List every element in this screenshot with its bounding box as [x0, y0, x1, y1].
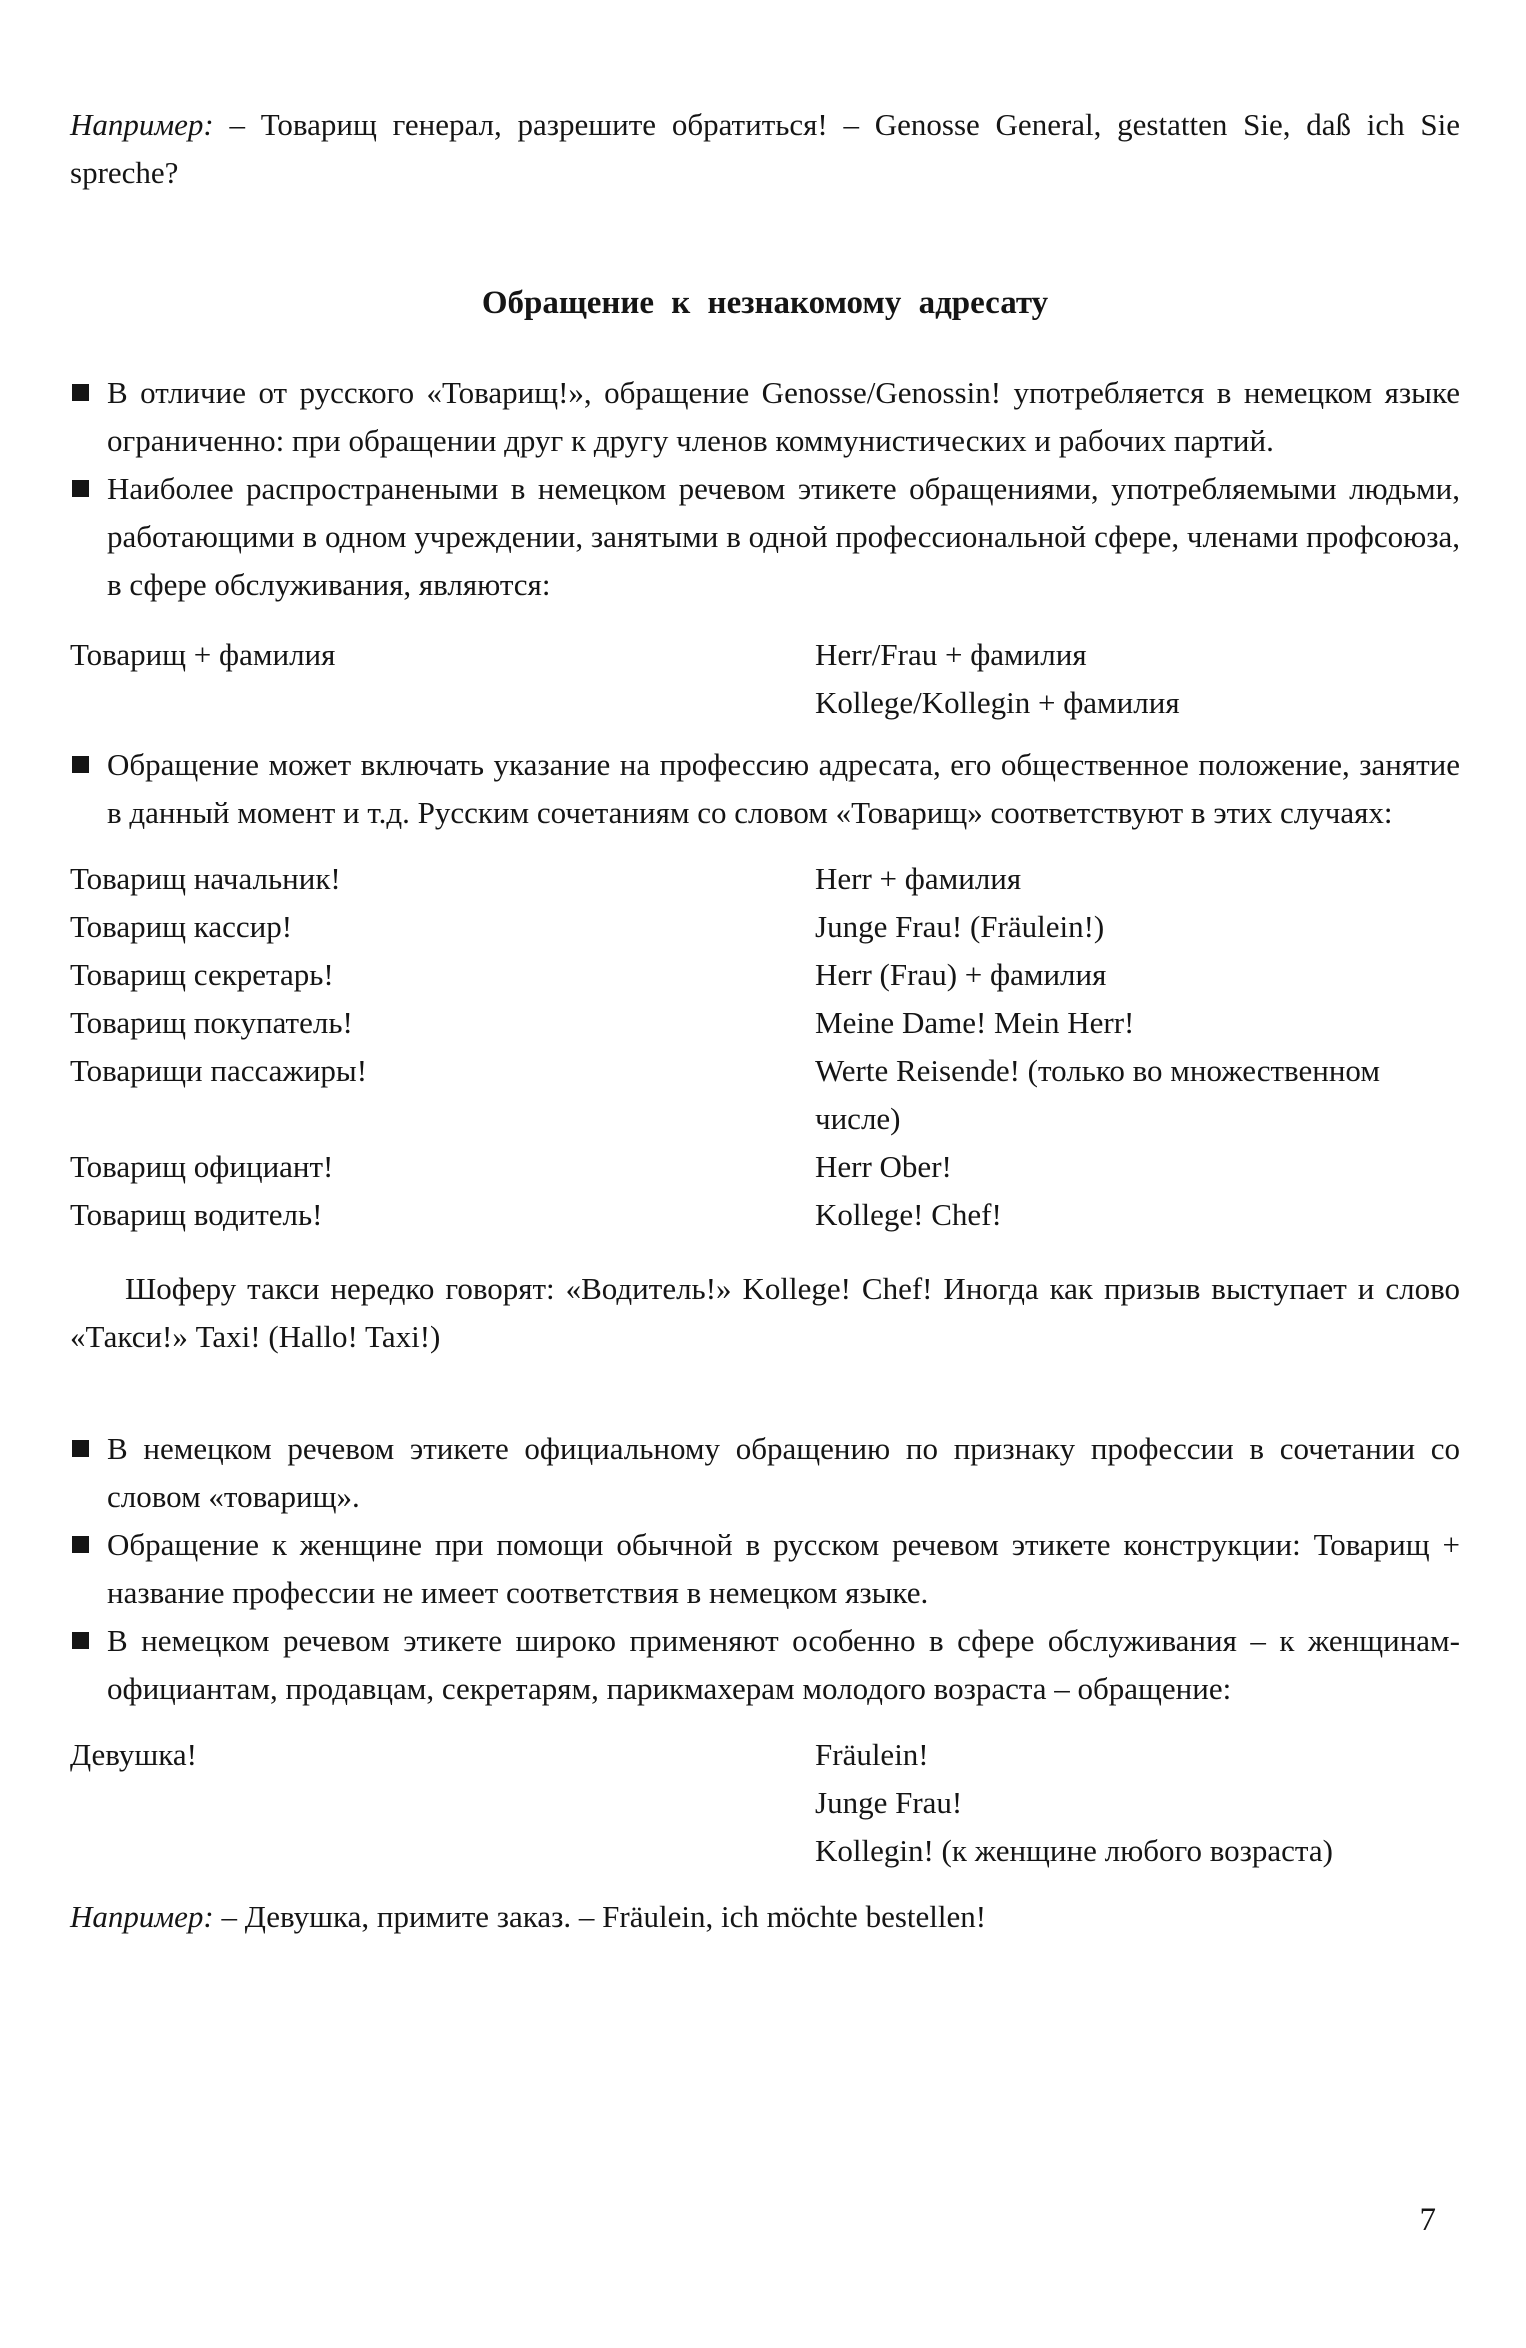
bullet-square-icon: [72, 1632, 89, 1649]
pair-right-german: [815, 631, 1460, 727]
example-label: Например:: [70, 1899, 214, 1934]
bullet-square-icon: [72, 756, 89, 773]
table-cell-german: Herr Ober!: [815, 1149, 952, 1184]
table-row: [70, 999, 1460, 1047]
pair-right-german: [815, 1731, 1460, 1875]
closing-example-paragraph: [70, 1893, 1460, 1941]
bullet-square-icon: [72, 384, 89, 401]
bullet-item: [70, 369, 1460, 465]
bullet-item: [70, 1617, 1460, 1713]
table-cell-russian: Товарищ официант!: [70, 1149, 334, 1184]
bullet-item: [70, 741, 1460, 837]
page-number: 7: [1419, 2202, 1436, 2238]
table-row: [70, 1143, 1460, 1191]
correspondence-table: [70, 855, 1460, 1239]
table-cell-russian: Товарищи пассажиры!: [70, 1053, 368, 1088]
table-row: [70, 903, 1460, 951]
pair-right-line: Kollegin! (к женщине любого возраста): [815, 1833, 1333, 1868]
intro-example-paragraph: [70, 101, 1460, 197]
table-cell-russian: Товарищ начальник!: [70, 861, 341, 896]
pair-row-familia: [70, 631, 1460, 727]
bullet-list-bottom: [70, 1425, 1460, 1713]
pair-row-devushka: [70, 1731, 1460, 1875]
bullet-list-top: [70, 369, 1460, 609]
bullet-text: Обращение может включать указание на профессию адресата, его общественное положение, занятие в данный момент и т.д. Русским сочетаниям со словом «Товарищ» соответствуют в этих случаях:: [107, 747, 1460, 830]
table-cell-german: Kollege! Chef!: [815, 1197, 1002, 1232]
table-cell-german: Herr (Frau) + фамилия: [815, 957, 1107, 992]
bullet-list-profession: [70, 741, 1460, 837]
bullet-item: [70, 1521, 1460, 1617]
example-label: Например:: [70, 107, 214, 142]
bullet-text: Наиболее распространеными в немецком речевом этикете обращениями, употребляемыми людьми, работающими в одном учреждении, занятыми в одной профессиональной сфере, членами профсоюза, в сфере обслуживания, являются:: [107, 471, 1460, 602]
table-row: [70, 1191, 1460, 1239]
table-cell-german: Junge Frau! (Fräulein!): [815, 909, 1105, 944]
bullet-text: В отличие от русского «Товарищ!», обращение Genosse/Genossin! употребляется в немецком языке ограниченно: при обращении друг к другу членов коммунистических и рабочих партий.: [107, 375, 1460, 458]
table-cell-russian: Товарищ секретарь!: [70, 957, 334, 992]
bullet-item: [70, 465, 1460, 609]
bullet-item: [70, 1425, 1460, 1521]
section-heading: Обращение к незнакомому адресату: [481, 285, 1049, 321]
table-row: [70, 1047, 1460, 1143]
table-row: [70, 951, 1460, 999]
bullet-square-icon: [72, 1536, 89, 1553]
table-cell-german: Werte Reisende! (только во множественном числе): [815, 1053, 1380, 1136]
pair-left-russian: Девушка!: [70, 1737, 197, 1772]
bullet-text: В немецком речевом этикете широко применяют особенно в сфере обслуживания – к женщинам-официантам, продавцам, секретарям, парикмахерам молодого возраста – обращение:: [107, 1623, 1460, 1706]
table-cell-russian: Товарищ водитель!: [70, 1197, 323, 1232]
table-cell-german: Herr + фамилия: [815, 861, 1022, 896]
pair-right-line: Fräulein!: [815, 1737, 929, 1772]
pair-right-line: Junge Frau!: [815, 1785, 963, 1820]
table-cell-russian: Товарищ покупатель!: [70, 1005, 353, 1040]
table-cell-russian: Товарищ кассир!: [70, 909, 293, 944]
bullet-text: Обращение к женщине при помощи обычной в русском речевом этикете конструкции: Товарищ + название профессии не имеет соответствия в немецком языке.: [107, 1527, 1460, 1610]
table-row: [70, 855, 1460, 903]
pair-left-russian: Товарищ + фамилия: [70, 637, 336, 672]
bullet-text: В немецком речевом этикете официальному обращению по признаку профессии в сочетании со словом «товарищ».: [107, 1431, 1460, 1514]
closing-example-text: – Девушка, примите заказ. – Fräulein, ich möchte bestellen!: [221, 1899, 987, 1934]
bullet-square-icon: [72, 1440, 89, 1457]
table-cell-german: Meine Dame! Mein Herr!: [815, 1005, 1135, 1040]
bullet-square-icon: [72, 480, 89, 497]
pair-right-line: Herr/Frau + фамилия: [815, 637, 1087, 672]
taxi-note-paragraph: Шоферу такси нередко говорят: «Водитель!» Kollege! Chef! Иногда как призыв выступает и слово «Такси!» Taxi! (Hallo! Taxi!): [70, 1271, 1460, 1354]
intro-example-text: – Товарищ генерал, разрешите обратиться! – Genosse General, gestatten Sie, daß ich Sie spreche?: [70, 107, 1460, 190]
pair-right-line: Kollege/Kollegin + фамилия: [815, 685, 1180, 720]
